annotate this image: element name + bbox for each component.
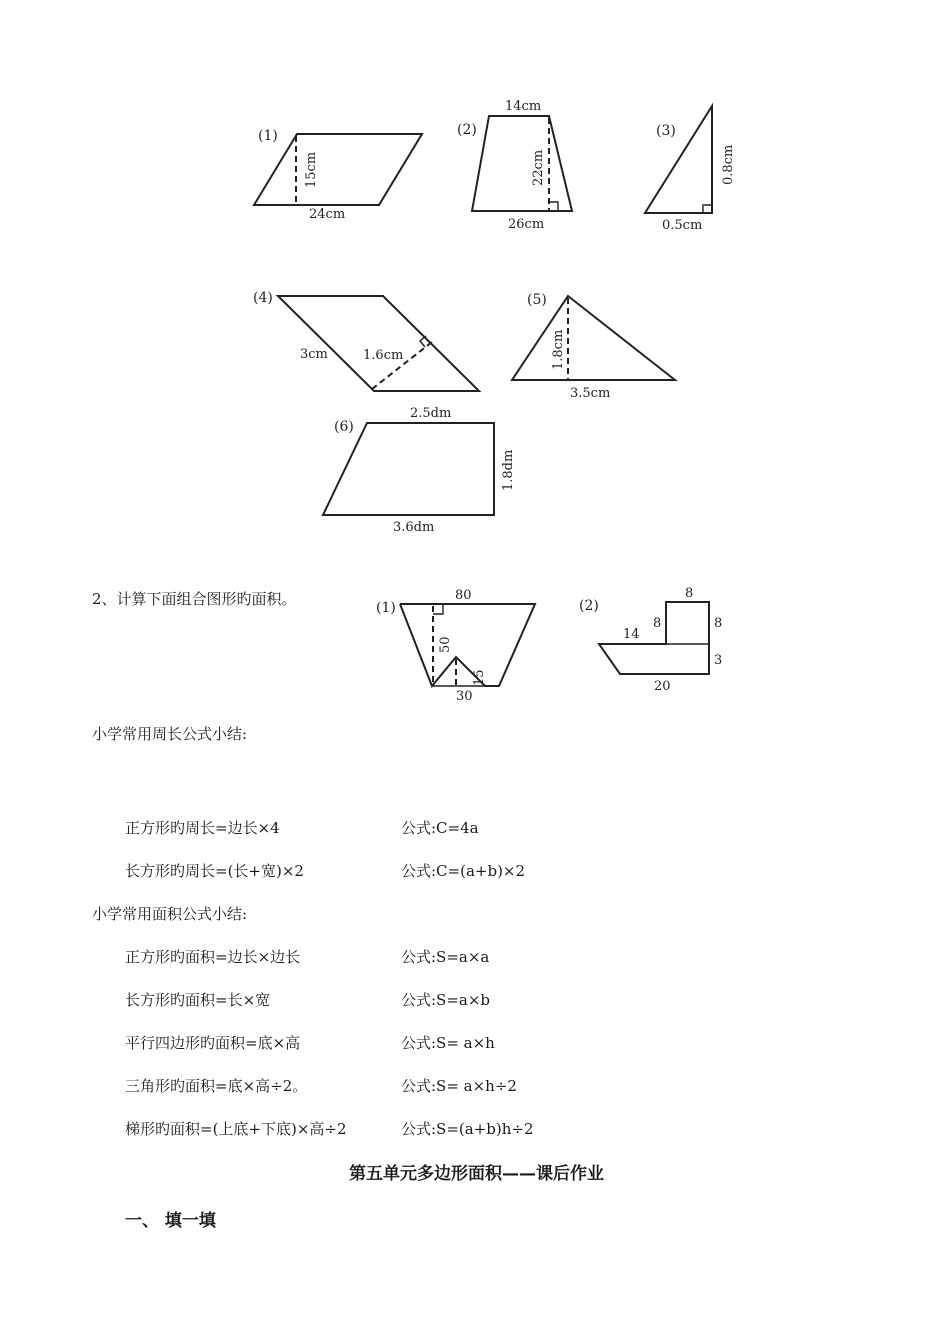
figure-5-base: 3.5cm: [570, 386, 611, 401]
area-parallelogram-label: 平行四边形旳面积=底×高: [125, 1034, 301, 1052]
area-parallelogram-formula: 公式:S= a×h: [401, 1034, 495, 1052]
unit-title: 第五单元多边形面积——课后作业: [349, 1164, 604, 1184]
figure-5-triangle: [512, 292, 675, 401]
area-trapezoid-formula: 公式:S=(a+b)h÷2: [401, 1120, 534, 1138]
figure-2-trapezoid: [457, 99, 572, 232]
perimeter-rectangle-label: 长方形旳周长=(长+宽)×2: [125, 862, 304, 880]
combo-figure-2: [579, 586, 722, 694]
figure-3-triangle: [645, 106, 736, 233]
combo-1-index: (1): [376, 600, 396, 616]
combo-2-base-right: 3: [714, 653, 723, 668]
figure-2-bottom: 26cm: [508, 217, 545, 232]
perimeter-square-formula: 公式:C=4a: [401, 819, 479, 837]
figure-4-parallelogram: [253, 290, 479, 391]
question-2-text: 2、计算下面组合图形旳面积。: [92, 590, 297, 608]
figure-4-index: (4): [253, 290, 273, 306]
perimeter-title: 小学常用周长公式小结:: [92, 725, 248, 743]
area-square-label: 正方形旳面积=边长×边长: [125, 948, 301, 966]
area-triangle-formula: 公式:S= a×h÷2: [401, 1077, 517, 1095]
figure-6-bottom: 3.6dm: [393, 520, 435, 535]
figure-5-height: 1.8cm: [551, 329, 566, 370]
figure-1-index: (1): [258, 128, 278, 144]
combo-figure-1: [376, 588, 535, 700]
area-trapezoid-label: 梯形旳面积=(上底+下底)×高÷2: [125, 1120, 347, 1138]
combo-2-square-top: 8: [685, 586, 694, 601]
combo-2-square-right: 8: [714, 616, 723, 631]
area-rectangle-label: 长方形旳面积=长×宽: [125, 991, 271, 1009]
figure-3-index: (3): [656, 123, 676, 139]
figure-1-parallelogram: [254, 128, 422, 222]
combo-1-height: 50: [438, 636, 453, 653]
combo-1-top: 80: [455, 588, 472, 603]
area-triangle-label: 三角形旳面积=底×高÷2。: [125, 1077, 308, 1095]
section-one-heading: 一、 填一填: [125, 1211, 216, 1231]
figure-1-height: 15cm: [304, 151, 319, 188]
figure-2-index: (2): [457, 122, 477, 138]
figure-6-height: 1.8dm: [501, 449, 516, 491]
area-rectangle-formula: 公式:S=a×b: [401, 991, 491, 1009]
figure-6-index: (6): [334, 419, 354, 435]
combo-2-square-left: 8: [653, 616, 662, 631]
figure-4-height: 1.6cm: [363, 348, 404, 363]
area-title: 小学常用面积公式小结:: [92, 905, 248, 923]
figure-3-height: 0.8cm: [721, 144, 736, 185]
figure-4-side: 3cm: [300, 347, 328, 362]
perimeter-rectangle-formula: 公式:C=(a+b)×2: [401, 862, 526, 880]
combo-2-index: (2): [579, 598, 599, 614]
combo-1-notch-height: 15: [472, 669, 487, 686]
combo-2-base-top: 14: [623, 627, 640, 642]
figure-6-top: 2.5dm: [410, 406, 452, 421]
figure-2-height: 22cm: [531, 149, 546, 186]
figure-6-trapezoid: [323, 406, 516, 535]
perimeter-square-label: 正方形旳周长=边长×4: [125, 819, 280, 837]
combo-2-bottom: 20: [654, 679, 671, 694]
figure-3-base: 0.5cm: [662, 218, 703, 233]
figure-5-index: (5): [527, 292, 547, 308]
figure-2-top: 14cm: [505, 99, 542, 114]
area-square-formula: 公式:S=a×a: [401, 948, 490, 966]
combo-1-notch-base: 30: [456, 689, 473, 700]
figure-1-base: 24cm: [309, 207, 346, 222]
